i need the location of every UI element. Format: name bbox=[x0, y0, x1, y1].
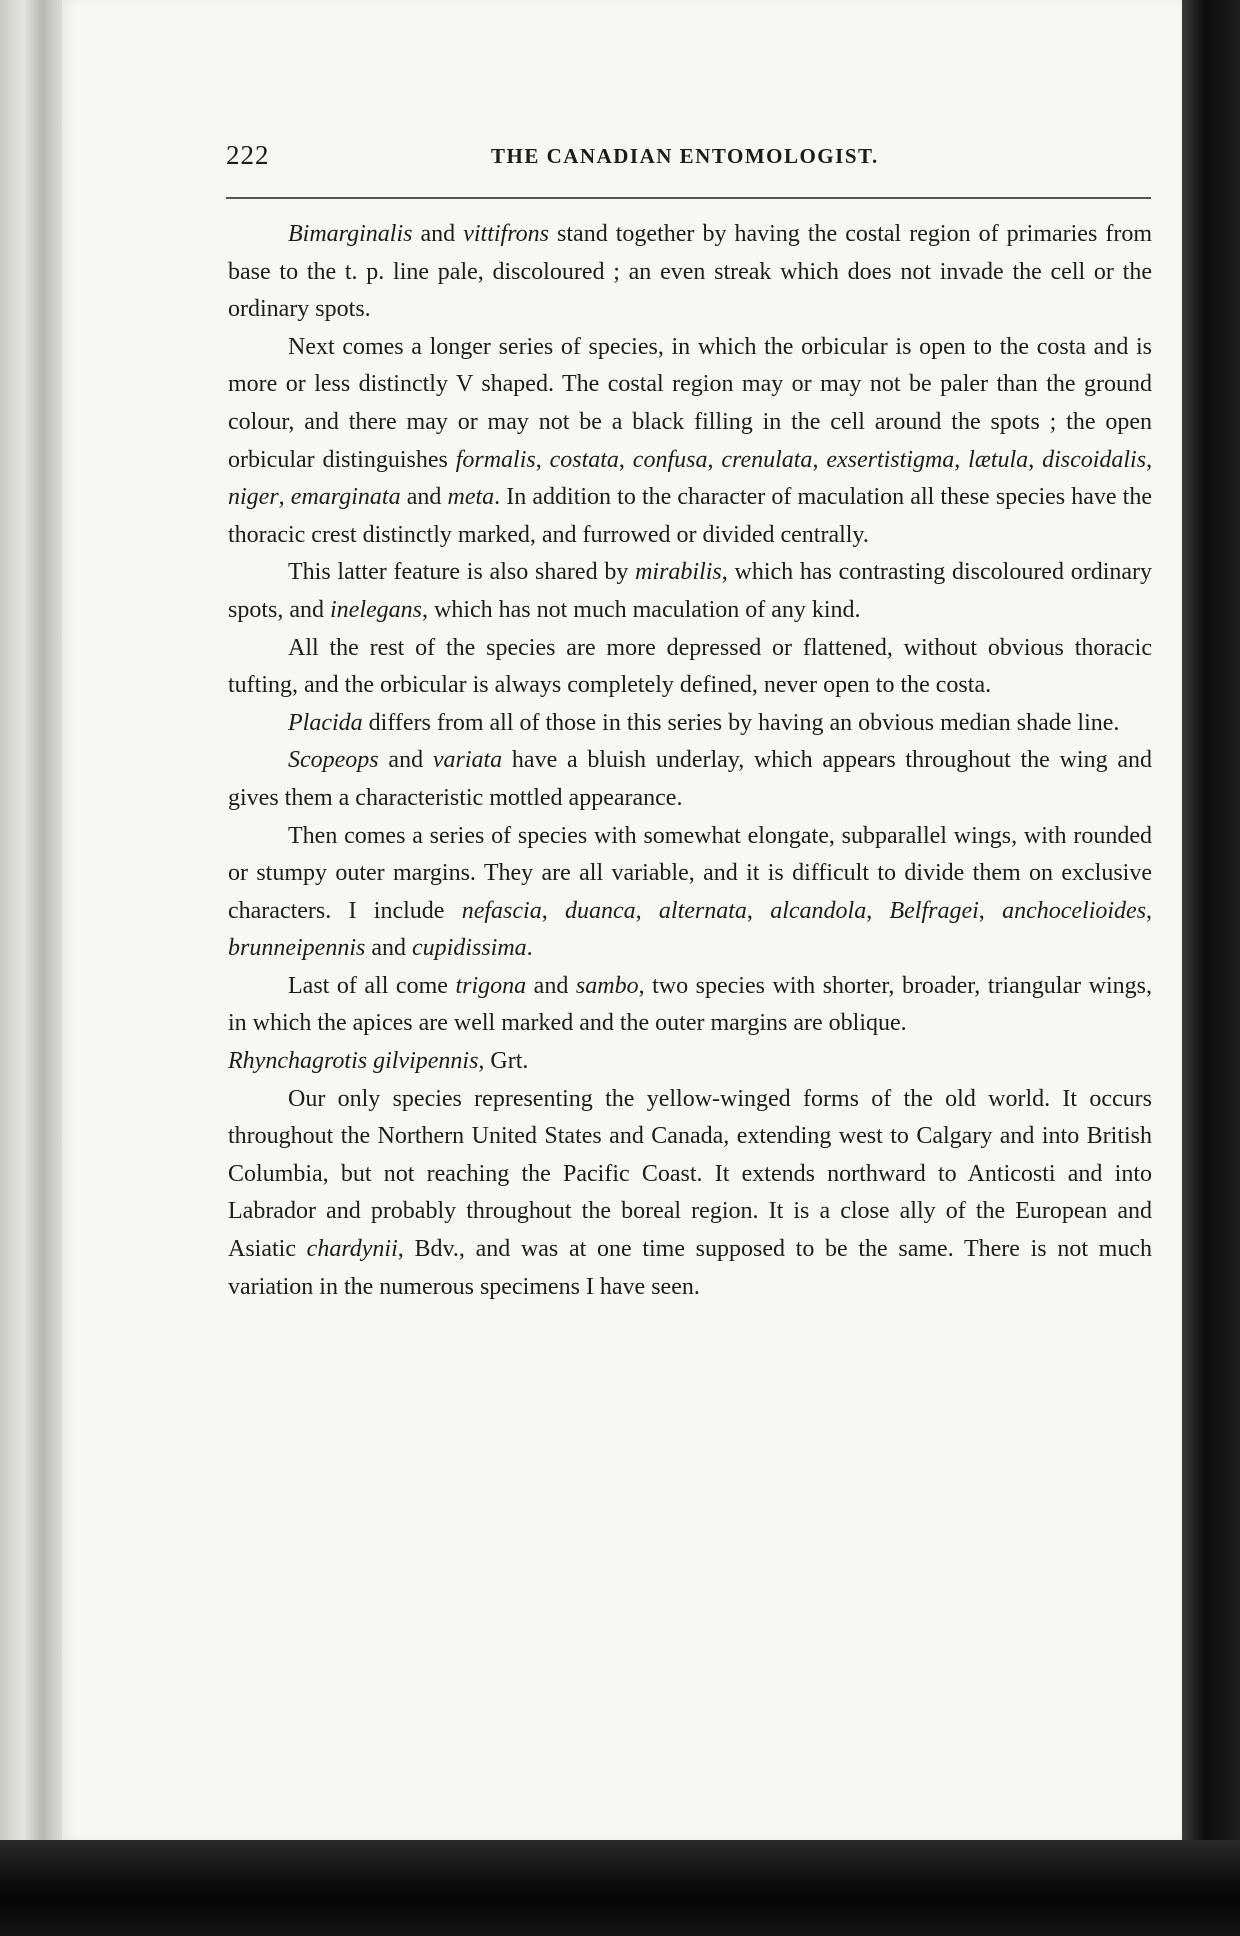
text-run: , bbox=[1028, 446, 1043, 473]
text-run: , bbox=[812, 446, 827, 473]
paragraph-p9 bbox=[228, 1043, 1152, 1081]
paragraph-p10 bbox=[228, 1081, 1152, 1307]
italic-term: Rhynchagrotis gilvipennis bbox=[228, 1048, 479, 1075]
italic-term: brunneipennis bbox=[228, 935, 366, 962]
page-header bbox=[226, 140, 1151, 180]
italic-term: mirabilis bbox=[635, 559, 722, 586]
header-rule bbox=[226, 197, 1151, 199]
text-run: Next comes a longer series of species, in which the orbicular is open to the costa and is more or less distinctly V shaped. The costal region may or may not be paler than the ground colour, and there may or may not be a black filling in the cell around the spots ; the open orbicular distinguishes bbox=[228, 333, 1152, 473]
text-run: Our only species representing the yellow-winged forms of the old world. It occurs throughout the Northern United States and Canada, extending west to Calgary and into British Columbia, but not reaching the Pacific Coast. It extends northward to Anticosti and into Labrador and probably throughout the boreal region. It is a close ally of the European and Asiatic bbox=[228, 1085, 1152, 1263]
text-run: Last of all come bbox=[288, 972, 456, 999]
text-run: . bbox=[526, 935, 533, 962]
paragraph-p6 bbox=[228, 742, 1152, 817]
text-run: , bbox=[866, 897, 890, 924]
running-title: THE CANADIAN ENTOMOLOGIST. bbox=[491, 144, 879, 168]
paragraph-p2 bbox=[228, 329, 1152, 555]
text-run: , bbox=[1146, 446, 1153, 473]
text-run: , bbox=[746, 897, 771, 924]
text-run: and bbox=[365, 935, 412, 962]
text-run: Then comes a series of species with somewhat elongate, subparallel wings, with rounded or stumpy outer margins. They are all variable, and it is difficult to divide them on exclusive characters. I include bbox=[228, 822, 1152, 924]
text-run: and bbox=[412, 221, 464, 247]
text-run: , bbox=[954, 446, 969, 473]
italic-term: vittifrons bbox=[463, 221, 549, 247]
paragraph-p3 bbox=[228, 554, 1152, 629]
italic-term: formalis bbox=[455, 446, 536, 473]
text-run: All the rest of the species are more depressed or flattened, without obvious thoracic tufting, and the orbicular is always completely defined, never open to the costa. bbox=[228, 634, 1152, 699]
italic-term: niger bbox=[228, 484, 279, 511]
body-text bbox=[228, 216, 1152, 1306]
text-run: , Bdv., and was at one time supposed to be the same. There is not much variation in the numerous specimens I have seen. bbox=[228, 1236, 1152, 1300]
text-run: , bbox=[541, 897, 565, 924]
italic-term: lætula bbox=[968, 446, 1029, 473]
italic-term: sambo bbox=[575, 972, 639, 999]
italic-term: variata bbox=[432, 747, 503, 774]
text-run: and bbox=[400, 484, 448, 511]
page-number: 222 bbox=[226, 140, 270, 170]
italic-term: inelegans bbox=[330, 596, 422, 623]
text-run: , bbox=[618, 446, 633, 473]
italic-term: trigona bbox=[455, 972, 527, 999]
text-run: and bbox=[526, 972, 576, 999]
paragraph-p7 bbox=[228, 818, 1152, 968]
italic-term: chardynii bbox=[306, 1236, 398, 1263]
text-run: have a bluish underlay, which appears throughout the wing and gives them a characteristic mottled appearance. bbox=[228, 747, 1153, 811]
paragraph-p5 bbox=[228, 705, 1152, 743]
italic-term: emarginata bbox=[290, 484, 401, 511]
italic-term: confusa bbox=[632, 446, 708, 473]
text-run: , bbox=[535, 446, 550, 473]
italic-term: nefascia bbox=[461, 897, 542, 924]
text-run: , Grt. bbox=[478, 1048, 529, 1075]
italic-term: exsertistigma bbox=[826, 446, 955, 473]
paragraph-p8 bbox=[228, 968, 1152, 1043]
text-run: stand together by having the costal region of primaries from base to the t. p. line pale, discoloured ; an even streak which does not invade the cell or the ordinary spots. bbox=[228, 221, 1152, 323]
text-run: and bbox=[378, 747, 433, 774]
italic-term: Bimarginalis bbox=[288, 221, 413, 247]
italic-term: alternata bbox=[658, 897, 747, 924]
text-run: , bbox=[1146, 897, 1153, 924]
italic-term: Belfragei bbox=[889, 897, 979, 924]
text-run: This latter feature is also shared by bbox=[288, 559, 636, 586]
italic-term: duanca bbox=[564, 897, 636, 924]
text-run: differs from all of those in this series by having an obvious median shade line. bbox=[362, 709, 1120, 736]
text-run: , bbox=[635, 897, 659, 924]
text-run: , bbox=[707, 446, 722, 473]
italic-term: cupidissima bbox=[411, 935, 527, 962]
italic-term: Placida bbox=[288, 709, 363, 736]
italic-term: alcandola bbox=[770, 897, 867, 924]
paragraph-p4 bbox=[228, 630, 1152, 705]
text-run: , which has not much maculation of any kind. bbox=[421, 596, 861, 623]
text-run: , bbox=[278, 484, 291, 511]
paragraph-p1 bbox=[228, 216, 1152, 329]
italic-term: discoidalis bbox=[1042, 446, 1147, 473]
text-run: , which has contrasting discoloured ordinary spots, and bbox=[228, 559, 1153, 623]
text-run: , two species with shorter, broader, triangular wings, in which the apices are well marked and the outer margins are oblique. bbox=[228, 972, 1152, 1037]
text-run: . In addition to the character of maculation all these species have the thoracic crest distinctly marked, and furrowed or divided centrally. bbox=[228, 484, 1153, 548]
page-right-edge-shadow bbox=[1182, 0, 1240, 1936]
italic-term: costata bbox=[549, 446, 619, 473]
page-bottom-shadow bbox=[0, 1840, 1240, 1936]
italic-term: anchocelioides bbox=[1002, 897, 1147, 924]
italic-term: crenulata bbox=[721, 446, 813, 473]
italic-term: meta bbox=[447, 484, 495, 511]
italic-term: Scopeops bbox=[288, 747, 379, 774]
text-run: , bbox=[978, 897, 1003, 924]
